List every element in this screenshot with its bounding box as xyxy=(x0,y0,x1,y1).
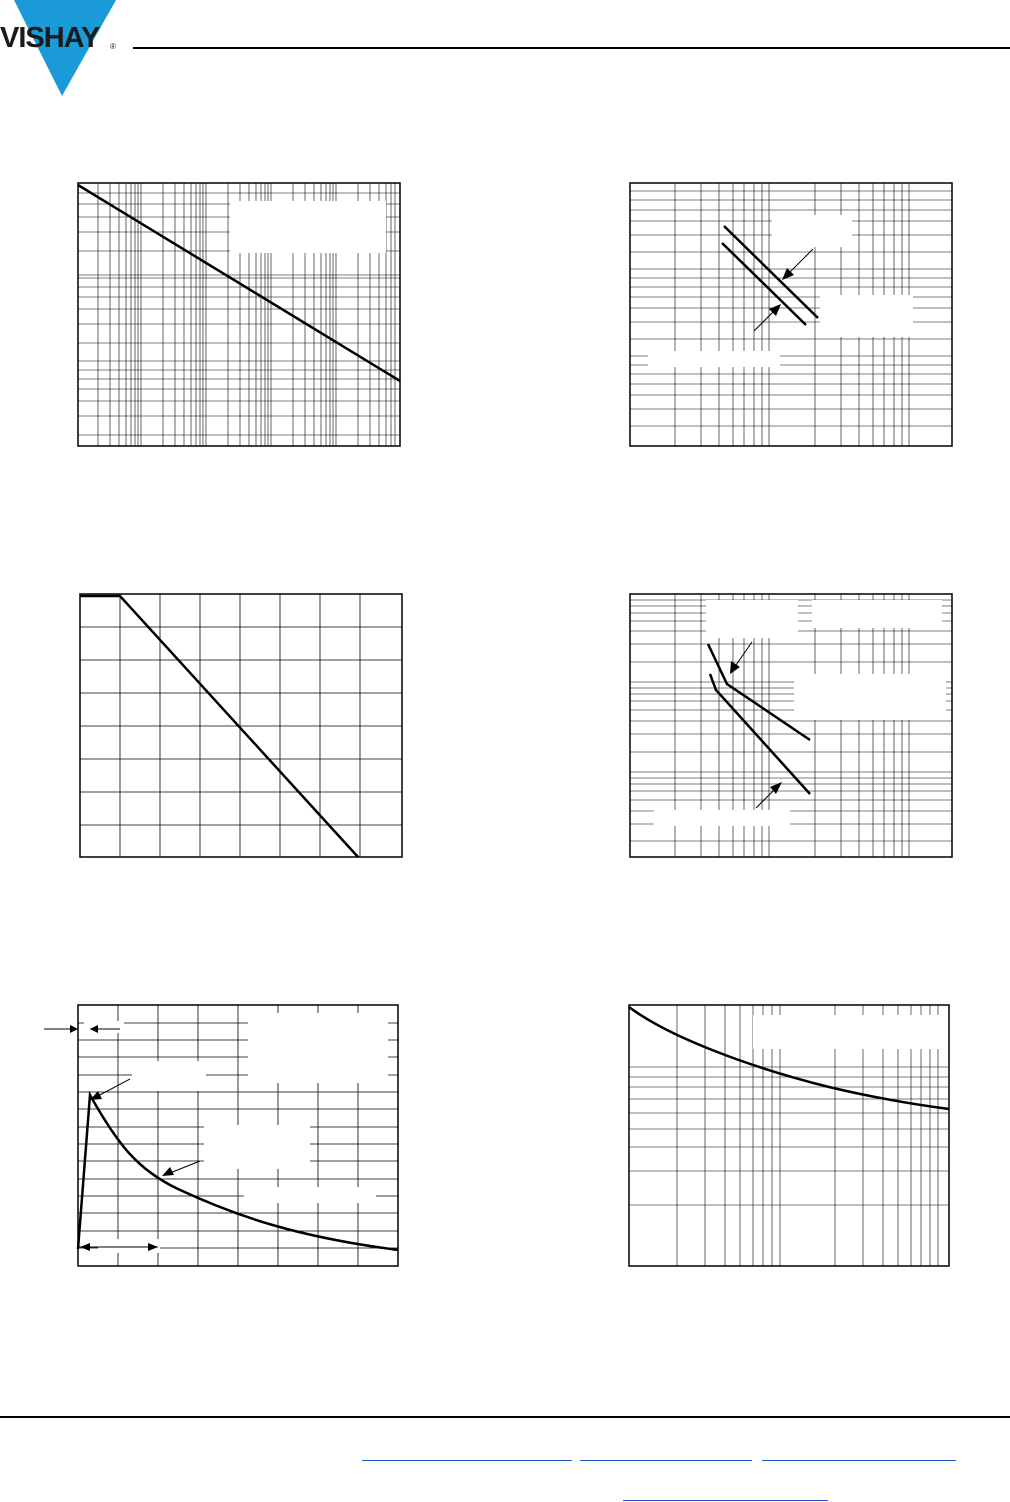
footer-link-3[interactable] xyxy=(762,1460,956,1461)
chart-fig5-arrow-peak xyxy=(96,1079,130,1097)
chart-fig2 xyxy=(630,183,952,446)
chart-fig2-arrow-1 xyxy=(787,249,813,275)
chart-fig4-label-box-4 xyxy=(654,810,790,826)
chart-fig5-label-box-1 xyxy=(248,1013,388,1083)
chart-fig2-curve-2 xyxy=(722,243,806,325)
chart-fig4-arrow-1 xyxy=(734,642,752,668)
chart-fig2-plot xyxy=(630,183,952,446)
chart-fig4-label-box-2 xyxy=(812,600,942,628)
brand-name: VISHAY xyxy=(0,22,100,54)
chart-fig5-plot xyxy=(78,1005,400,1268)
chart-fig2-label-box-3 xyxy=(648,351,780,367)
chart-fig3-curve xyxy=(80,596,358,857)
footer-rule xyxy=(0,1416,1010,1418)
chart-fig1-plot xyxy=(78,183,400,446)
chart-fig4-plot xyxy=(630,594,952,857)
chart-fig5-label-box-4 xyxy=(244,1187,376,1203)
chart-fig4-label-box-1 xyxy=(706,600,798,638)
chart-fig1-legend-box xyxy=(230,201,386,253)
chart-fig5-label-box-5 xyxy=(84,1021,124,1033)
footer-link-1[interactable] xyxy=(362,1460,572,1461)
chart-fig2-label-box-1 xyxy=(772,215,852,247)
brand-registered-mark: ® xyxy=(110,42,116,51)
chart-fig3 xyxy=(80,594,402,857)
footer-link-4[interactable] xyxy=(623,1500,828,1501)
chart-fig3-plot xyxy=(80,594,402,857)
footer-link-2[interactable] xyxy=(580,1460,752,1461)
chart-fig4 xyxy=(630,594,952,857)
chart-fig2-label-box-2 xyxy=(820,295,913,337)
chart-fig5-label-box-2 xyxy=(132,1061,206,1091)
vishay-logo xyxy=(0,0,130,100)
chart-fig5-arrow-left xyxy=(70,1025,78,1033)
chart-fig5-label-box-3 xyxy=(204,1125,310,1169)
chart-fig6 xyxy=(629,1005,951,1268)
chart-fig6-plot xyxy=(629,1005,951,1268)
chart-fig1 xyxy=(78,183,400,446)
header-rule xyxy=(133,47,1010,49)
chart-fig4-label-box-3 xyxy=(794,674,946,720)
chart-fig5-arrow-tail xyxy=(170,1161,200,1173)
chart-fig6-label-box xyxy=(753,1015,943,1049)
chart-fig5 xyxy=(78,1005,400,1268)
